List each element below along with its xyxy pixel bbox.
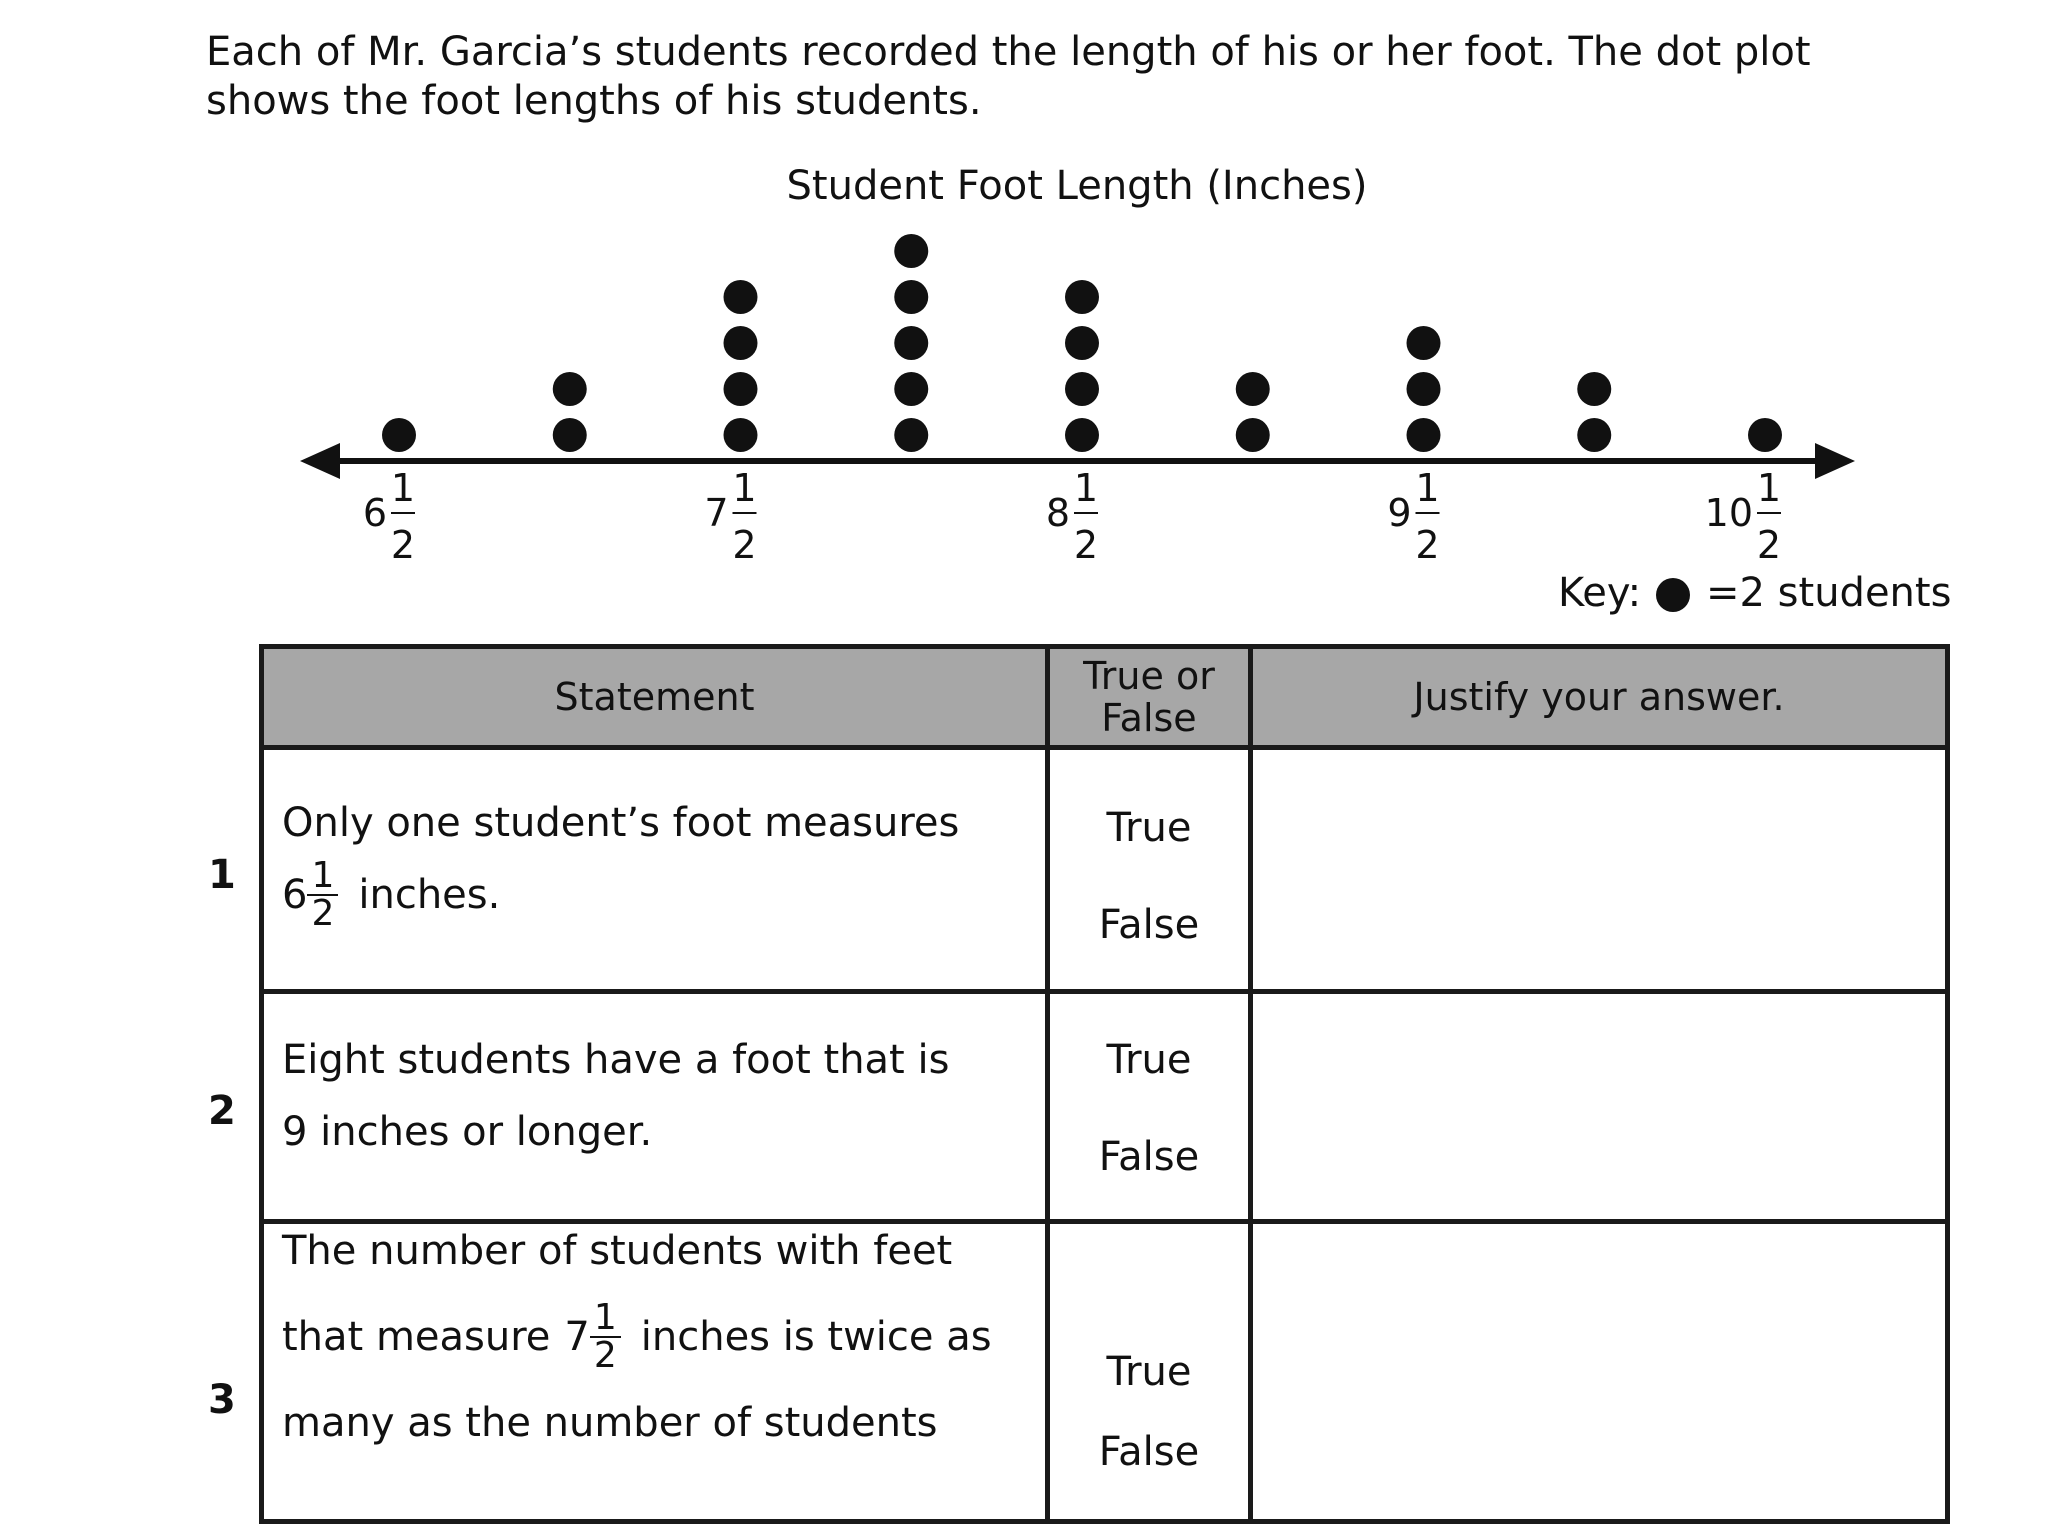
row-3-fraction bbox=[590, 1297, 621, 1376]
statement-cell-2 bbox=[262, 992, 1048, 1222]
header-tf-line-1: True or bbox=[1083, 654, 1215, 698]
plot-dot bbox=[553, 372, 587, 406]
left-arrow-icon bbox=[300, 443, 340, 479]
row-1-frac-den: 2 bbox=[311, 893, 335, 934]
tick-labels bbox=[363, 466, 1781, 567]
row-3-frac-den: 2 bbox=[593, 1335, 617, 1376]
dots-layer bbox=[382, 234, 1782, 452]
tick-label bbox=[1046, 466, 1098, 567]
header-true-or-false bbox=[1048, 647, 1251, 748]
row-1-true-option[interactable]: True bbox=[1106, 805, 1192, 851]
plot-dot bbox=[1577, 418, 1611, 452]
plot-dot bbox=[1407, 418, 1441, 452]
row-3-true-option[interactable]: True bbox=[1106, 1349, 1192, 1395]
tick-label bbox=[1705, 466, 1781, 567]
row-2-number: 2 bbox=[208, 1088, 236, 1134]
row-1-frac-whole: 6 bbox=[282, 872, 308, 918]
statement-cell-1 bbox=[262, 748, 1048, 992]
row-3-line-3: many as the number of students bbox=[282, 1400, 938, 1446]
row-1-line-2 bbox=[282, 855, 1045, 934]
plot-dot bbox=[894, 326, 928, 360]
tick-label bbox=[1387, 466, 1439, 567]
plot-dot bbox=[1407, 372, 1441, 406]
plot-dot bbox=[1236, 418, 1270, 452]
key-text: =2 students bbox=[1706, 570, 1952, 616]
tick-whole: 8 bbox=[1045, 491, 1070, 535]
tick-denominator: 2 bbox=[732, 523, 757, 567]
row-1-line-1: Only one student’s foot measures bbox=[282, 800, 960, 846]
plot-dot bbox=[1748, 418, 1782, 452]
tick-numerator: 1 bbox=[1073, 466, 1099, 510]
row-1-fraction bbox=[307, 855, 338, 934]
row-1-false-option[interactable]: False bbox=[1098, 902, 1200, 948]
plot-dot bbox=[724, 280, 758, 314]
plot-title: Student Foot Length (Inches) bbox=[786, 163, 1368, 209]
table-row bbox=[262, 1222, 1948, 1522]
row-1-frac-num: 1 bbox=[307, 858, 338, 896]
plot-dot bbox=[894, 280, 928, 314]
row-3-false-option[interactable]: False bbox=[1098, 1429, 1200, 1475]
table-row bbox=[262, 748, 1948, 992]
row-2-true-option[interactable]: True bbox=[1106, 1037, 1192, 1083]
dot-plot bbox=[0, 150, 2065, 640]
tf-cell-3 bbox=[1048, 1222, 1251, 1522]
tick-denominator: 2 bbox=[390, 523, 416, 567]
tick-denominator: 2 bbox=[1073, 523, 1099, 567]
row-2-false-option[interactable]: False bbox=[1098, 1134, 1200, 1180]
tick-numerator: 1 bbox=[732, 466, 757, 510]
row-3-frac-whole: 7 bbox=[564, 1314, 590, 1360]
header-tf-line-2: False bbox=[1101, 696, 1197, 740]
header-justify: Justify your answer. bbox=[1251, 647, 1948, 748]
justify-cell-2[interactable] bbox=[1251, 992, 1948, 1222]
row-1-number: 1 bbox=[208, 852, 236, 898]
row-3-line-1: The number of students with feet bbox=[282, 1228, 953, 1274]
plot-dot bbox=[724, 372, 758, 406]
row-2-line-1: Eight students have a foot that is bbox=[282, 1037, 950, 1083]
key-label: Key: bbox=[1558, 570, 1642, 616]
statements-table bbox=[259, 644, 1950, 1524]
plot-dot bbox=[894, 234, 928, 268]
intro-line-1: Each of Mr. Garcia’s students recorded the length of his or her foot. The dot plot bbox=[206, 29, 1811, 75]
plot-dot bbox=[382, 418, 416, 452]
key bbox=[1558, 570, 1951, 616]
justify-cell-3[interactable] bbox=[1251, 1222, 1948, 1522]
tick-numerator: 1 bbox=[1415, 466, 1440, 510]
plot-dot bbox=[1065, 418, 1099, 452]
plot-dot bbox=[1577, 372, 1611, 406]
tick-whole: 9 bbox=[1387, 491, 1412, 535]
tick-label bbox=[704, 466, 756, 567]
intro-line-2: shows the foot lengths of his students. bbox=[206, 78, 982, 124]
row-3-frac-num: 1 bbox=[590, 1300, 621, 1338]
tick-numerator: 1 bbox=[390, 466, 416, 510]
tick-denominator: 2 bbox=[1415, 523, 1440, 567]
tf-cell-2 bbox=[1048, 992, 1251, 1222]
row-3-line-2-before: that measure bbox=[282, 1314, 551, 1360]
plot-dot bbox=[724, 326, 758, 360]
tf-cell-1 bbox=[1048, 748, 1251, 992]
tick-whole: 7 bbox=[704, 491, 729, 535]
plot-dot bbox=[1236, 372, 1270, 406]
tick-denominator: 2 bbox=[1756, 523, 1782, 567]
table-row bbox=[262, 992, 1948, 1222]
row-3-number: 3 bbox=[208, 1377, 236, 1423]
plot-dot bbox=[1065, 372, 1099, 406]
row-3-line-2-after: inches is twice as bbox=[640, 1314, 992, 1360]
row-2-line-2: 9 inches or longer. bbox=[282, 1109, 653, 1155]
header-statement: Statement bbox=[262, 647, 1048, 748]
plot-dot bbox=[894, 418, 928, 452]
tick-numerator: 1 bbox=[1756, 466, 1782, 510]
statement-cell-3 bbox=[262, 1222, 1048, 1522]
justify-cell-1[interactable] bbox=[1251, 748, 1948, 992]
intro-text bbox=[206, 28, 1926, 126]
plot-dot bbox=[894, 372, 928, 406]
plot-dot bbox=[1407, 326, 1441, 360]
row-1-line-2-text: inches. bbox=[358, 872, 501, 918]
plot-dot bbox=[1065, 280, 1099, 314]
plot-dot bbox=[724, 418, 758, 452]
plot-dot bbox=[553, 418, 587, 452]
key-dot-icon bbox=[1656, 578, 1690, 612]
tick-whole: 10 bbox=[1704, 491, 1753, 535]
plot-dot bbox=[1065, 326, 1099, 360]
tick-whole: 6 bbox=[362, 491, 387, 535]
right-arrow-icon bbox=[1815, 443, 1855, 479]
table-header-row bbox=[262, 647, 1948, 748]
tick-label bbox=[363, 466, 415, 567]
row-3-line-2 bbox=[282, 1297, 1045, 1376]
